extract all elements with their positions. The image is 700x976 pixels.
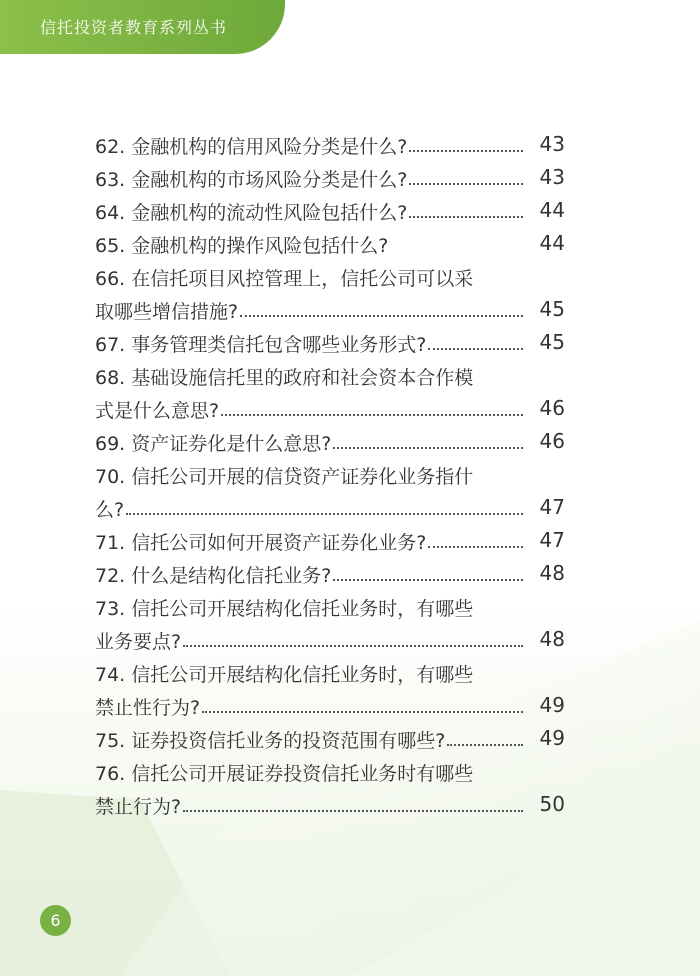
toc-page-number: 49 (539, 693, 565, 717)
toc-leader-dots (183, 810, 523, 812)
toc-leader-dots (183, 645, 523, 647)
toc-line (95, 392, 565, 425)
toc-leader-dots (409, 216, 523, 218)
toc-page-number: 44 (539, 198, 565, 222)
toc-entry-text: 76. 信托公司开展证券投资信托业务时有哪些 (95, 763, 474, 785)
page-number-badge: 6 (40, 905, 71, 936)
toc-line (95, 557, 565, 590)
toc-entry-text: 69. 资产证券化是什么意思? (95, 433, 332, 455)
toc-entry-text: 70. 信托公司开展的信贷资产证券化业务指什 (95, 466, 474, 488)
series-title: 信托投资者教育系列丛书 (40, 18, 228, 37)
toc-line (95, 590, 565, 623)
toc-entry-text: 式是什么意思? (95, 400, 220, 422)
toc-leader-dots (202, 711, 523, 713)
toc-entry-text: 67. 事务管理类信托包含哪些业务形式? (95, 334, 427, 356)
toc-page-number: 47 (539, 495, 565, 519)
toc-line (95, 788, 565, 821)
toc-line (95, 293, 565, 326)
toc-leader-dots (447, 744, 523, 746)
toc-line (95, 425, 565, 458)
toc-leader-dots (428, 348, 523, 350)
toc-line (95, 491, 565, 524)
toc-page-number: 45 (539, 297, 565, 321)
toc-page-number: 43 (539, 165, 565, 189)
toc-page-number: 48 (539, 627, 565, 651)
toc-line (95, 623, 565, 656)
toc-page-number: 46 (539, 396, 565, 420)
toc-line (95, 722, 565, 755)
toc-leader-dots (333, 579, 523, 581)
table-of-contents (95, 128, 565, 821)
toc-line (95, 260, 565, 293)
toc-entry-text: 71. 信托公司如何开展资产证券化业务? (95, 532, 427, 554)
toc-entry-text: 73. 信托公司开展结构化信托业务时，有哪些 (95, 598, 474, 620)
toc-line (95, 194, 565, 227)
toc-page-number: 48 (539, 561, 565, 585)
toc-entry-text: 63. 金融机构的市场风险分类是什么? (95, 169, 408, 191)
toc-entry-text: 业务要点? (95, 631, 182, 653)
toc-page-number: 49 (539, 726, 565, 750)
toc-entry-text: 66. 在信托项目风控管理上，信托公司可以采 (95, 268, 474, 290)
toc-entry-text: 禁止性行为? (95, 697, 201, 719)
toc-entry-text: 62. 金融机构的信用风险分类是什么? (95, 136, 408, 158)
toc-entry-text: 取哪些增信措施? (95, 301, 239, 323)
toc-leader-dots (221, 414, 523, 416)
toc-entry-text: 74. 信托公司开展结构化信托业务时，有哪些 (95, 664, 474, 686)
toc-line (95, 689, 565, 722)
toc-entry-text: 68. 基础设施信托里的政府和社会资本合作模 (95, 367, 474, 389)
toc-page-number: 50 (539, 792, 565, 816)
toc-entry-text: 65. 金融机构的操作风险包括什么? (95, 235, 389, 257)
toc-leader-dots (428, 546, 523, 548)
toc-line (95, 458, 565, 491)
toc-line (95, 359, 565, 392)
toc-leader-dots (409, 183, 523, 185)
toc-page-number: 43 (539, 132, 565, 156)
toc-leader-dots (126, 513, 523, 515)
toc-line (95, 128, 565, 161)
header-tab (0, 0, 285, 54)
toc-leader-dots (333, 447, 523, 449)
toc-line (95, 161, 565, 194)
toc-line (95, 755, 565, 788)
toc-line (95, 524, 565, 557)
toc-page-number: 46 (539, 429, 565, 453)
toc-entry-text: 禁止行为? (95, 796, 182, 818)
toc-line (95, 656, 565, 689)
toc-page-number: 45 (539, 330, 565, 354)
toc-leader-dots (240, 315, 523, 317)
toc-page-number: 44 (539, 231, 565, 255)
toc-leader-dots (409, 150, 523, 152)
toc-entry-text: 75. 证券投资信托业务的投资范围有哪些? (95, 730, 446, 752)
toc-line (95, 326, 565, 359)
toc-line (95, 227, 565, 260)
toc-entry-text: 64. 金融机构的流动性风险包括什么? (95, 202, 408, 224)
toc-entry-text: 么? (95, 499, 125, 521)
toc-page-number: 47 (539, 528, 565, 552)
toc-entry-text: 72. 什么是结构化信托业务? (95, 565, 332, 587)
